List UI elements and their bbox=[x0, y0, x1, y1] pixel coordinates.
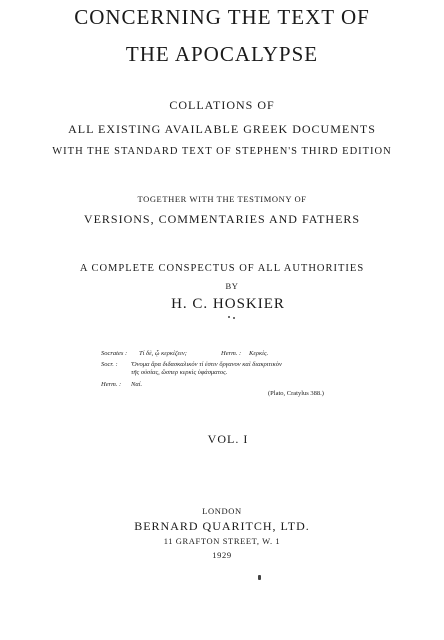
imprint-year: 1929 bbox=[212, 550, 232, 560]
epigraph-speaker-herm-2: Herm. : bbox=[101, 381, 122, 388]
epigraph-speaker-socrates: Socrates : bbox=[101, 350, 128, 357]
epigraph-speaker-socr: Socr. : bbox=[101, 361, 118, 368]
ink-mark bbox=[258, 575, 261, 580]
testimony-line-1: TOGETHER WITH THE TESTIMONY OF bbox=[137, 194, 307, 204]
epigraph-greek-3: Ὄνομα ἄρα διδασκαλικόν τί ἐστιν ὄργανον καὶ διακριτικὸν bbox=[131, 361, 282, 368]
dot-mark-2 bbox=[233, 317, 235, 319]
title-line-1: CONCERNING THE TEXT OF bbox=[74, 5, 370, 29]
author-name: H. C. HOSKIER bbox=[171, 296, 285, 312]
imprint-publisher: BERNARD QUARITCH, LTD. bbox=[134, 519, 310, 533]
imprint-city: LONDON bbox=[202, 506, 242, 516]
subtitle-line-1: COLLATIONS OF bbox=[169, 98, 275, 112]
subtitle-line-3: WITH THE STANDARD TEXT OF STEPHEN'S THIRD EDITION bbox=[52, 146, 392, 157]
epigraph-greek-1: Τί δὲ, ᾧ κερκίζειν; bbox=[139, 350, 187, 357]
imprint-address: 11 GRAFTON STREET, W. 1 bbox=[163, 536, 281, 546]
epigraph-speaker-herm: Herm. : bbox=[221, 350, 242, 357]
testimony-line-2: VERSIONS, COMMENTARIES AND FATHERS bbox=[83, 212, 361, 226]
epigraph-citation: (Plato, Cratylus 388.) bbox=[268, 390, 324, 397]
epigraph-greek-5: Ναί. bbox=[131, 381, 143, 388]
epigraph-greek-2: Κερκίς. bbox=[249, 350, 269, 357]
conspectus-line: A COMPLETE CONSPECTUS OF ALL AUTHORITIES bbox=[79, 263, 365, 274]
subtitle-line-2: ALL EXISTING AVAILABLE GREEK DOCUMENTS bbox=[68, 122, 376, 136]
title-line-2: THE APOCALYPSE bbox=[125, 42, 319, 66]
volume-label: VOL. I bbox=[207, 432, 249, 446]
epigraph-greek-4: τῆς οὐσίας, ὥσπερ κερκὶς ὑφάσματος. bbox=[131, 369, 228, 376]
dot-mark-1 bbox=[228, 316, 230, 318]
by-line: BY bbox=[225, 281, 239, 291]
